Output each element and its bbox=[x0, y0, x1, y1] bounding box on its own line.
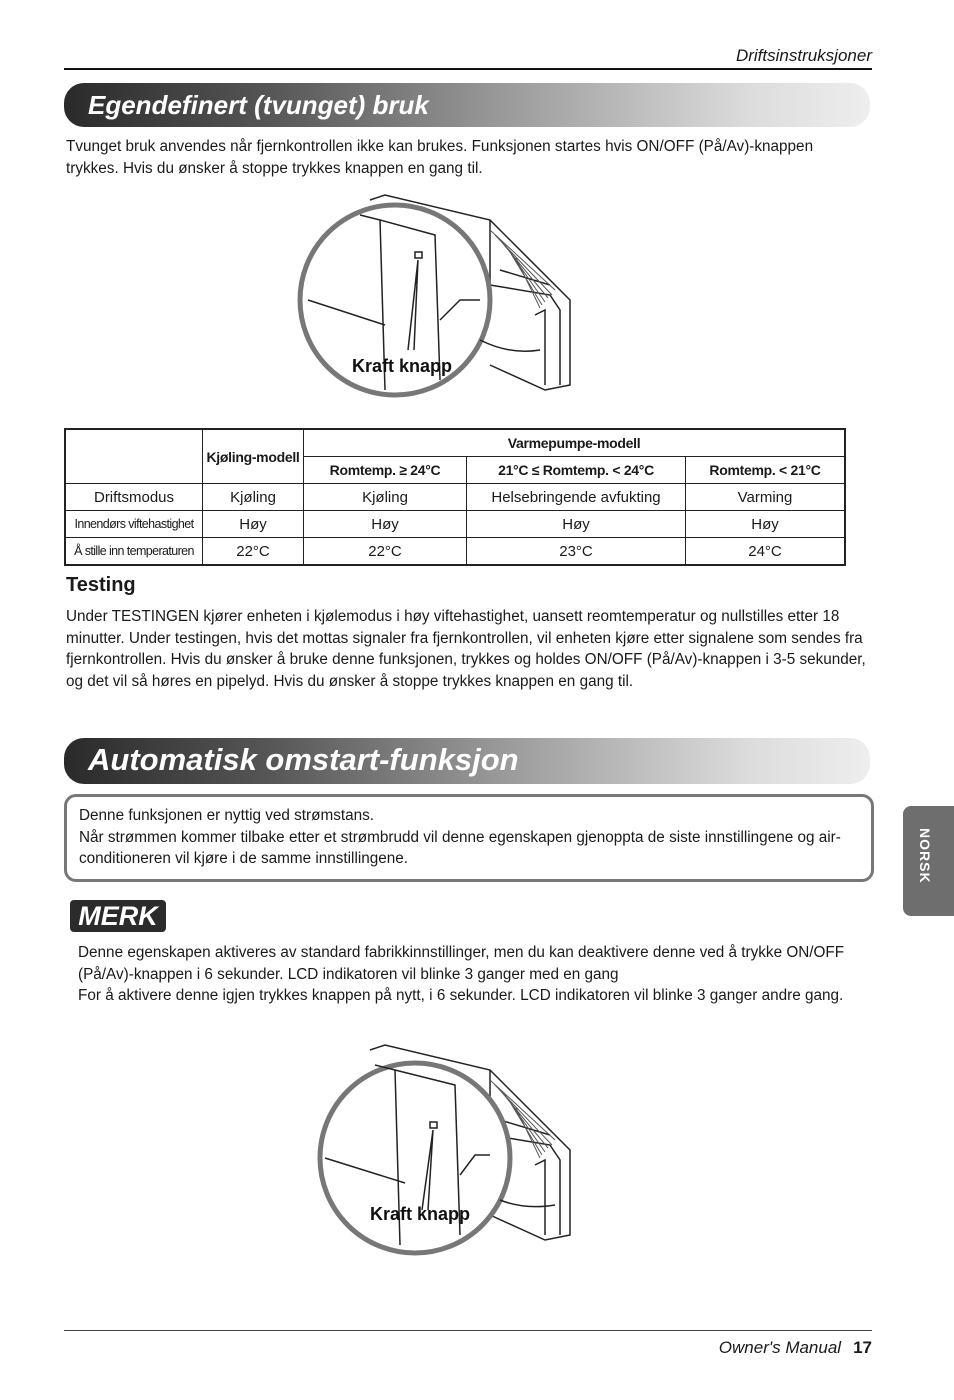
section-title-bar bbox=[64, 83, 870, 127]
info-box bbox=[64, 794, 874, 882]
section-title: Automatisk omstart-funksjon bbox=[88, 742, 519, 777]
note-line: Denne egenskapen aktiveres av standard fabrikkinnstillinger, men du kan deaktivere denne ved å trykke ON/OFF (På/Av)-knappen i 6 sekunder. LCD indikatoren vil blinke 3 ganger med en gang bbox=[78, 944, 845, 983]
table-cell: 22°C bbox=[203, 538, 304, 566]
note-label: MERK bbox=[70, 900, 166, 932]
info-line: Denne funksjonen er nyttig ved strømstans. bbox=[79, 807, 375, 824]
figure-label: Kraft knapp bbox=[352, 356, 453, 376]
header-rule bbox=[64, 68, 872, 70]
condition-header: Romtemp. ≥ 24°C bbox=[304, 457, 467, 484]
figure-label: Kraft knapp bbox=[370, 1204, 471, 1224]
table-cell: 23°C bbox=[467, 538, 686, 566]
footer bbox=[640, 1338, 872, 1358]
table-cell: Høy bbox=[304, 511, 467, 538]
ac-unit-illustration bbox=[290, 190, 590, 415]
page-number: 17 bbox=[853, 1338, 872, 1357]
ac-unit-illustration bbox=[310, 1040, 610, 1265]
condition-header: 21°C ≤ Romtemp. < 24°C bbox=[467, 457, 686, 484]
heatpump-model-header: Varmepumpe-modell bbox=[304, 429, 846, 457]
table-corner bbox=[65, 429, 203, 484]
section-title: Egendefinert (tvunget) bruk bbox=[88, 90, 429, 120]
table-row bbox=[65, 484, 845, 511]
intro-paragraph: Tvunget bruk anvendes når fjernkontrollen ikke kan brukes. Funksjonen startes hvis ON/OFF (På/Av)-knappen trykkes. Hvis du ønsker å stoppe trykkes knappen en gang til. bbox=[66, 138, 814, 177]
table-row bbox=[65, 511, 845, 538]
table-cell: 22°C bbox=[304, 538, 467, 566]
row-label: Å stille inn temperaturen bbox=[65, 538, 203, 566]
table-cell: Varming bbox=[686, 484, 846, 511]
table-cell: Kjøling bbox=[203, 484, 304, 511]
section-title-bar bbox=[64, 738, 870, 784]
testing-paragraph: Under TESTINGEN kjører enheten i kjølemodus i høy viftehastighet, uansett reomtemperatur og nullstilles etter 18 minutter. Under testingen, hvis det mottas signaler fra fjernkontrollen, vil enheten kjøre etter signalene som sendes fra fjernkontrollen. Hvis du ønsker å bruke denne funksjonen, trykkes og holdes ON/OFF (På/Av)-knappen i 3-5 sekunder, og det vil så høres en pipelyd. Hvis du ønsker å stoppe trykkes knappen en gang til. bbox=[66, 608, 866, 690]
testing-heading: Testing bbox=[66, 574, 136, 596]
row-label: Innendørs viftehastighet bbox=[65, 511, 203, 538]
operation-table bbox=[64, 428, 846, 566]
table-cell: Helsebringende avfukting bbox=[467, 484, 686, 511]
table-row bbox=[65, 538, 845, 566]
table-cell: Høy bbox=[686, 511, 846, 538]
table-cell: Høy bbox=[467, 511, 686, 538]
condition-header: Romtemp. < 21°C bbox=[686, 457, 846, 484]
info-line: Når strømmen kommer tilbake etter et strømbrudd vil denne egenskapen gjenoppta de siste innstillingene og air-conditioneren vil kjøre i de samme innstillingene. bbox=[79, 828, 841, 868]
note-paragraph bbox=[78, 942, 858, 1007]
table-cell: 24°C bbox=[686, 538, 846, 566]
note-line: For å aktivere denne igjen trykkes knappen på nytt, i 6 sekunder. LCD indikatoren vil blinke 3 ganger andre gang. bbox=[78, 987, 844, 1005]
language-tab bbox=[903, 806, 954, 916]
running-header: Driftsinstruksjoner bbox=[735, 46, 872, 65]
table-cell: Høy bbox=[203, 511, 304, 538]
footer-manual: Owner's Manual bbox=[718, 1338, 842, 1357]
footer-rule bbox=[64, 1330, 872, 1331]
row-label: Driftsmodus bbox=[65, 484, 203, 511]
language-tab-label: NORSK bbox=[917, 828, 933, 884]
cooling-model-header: Kjøling-modell bbox=[203, 429, 304, 484]
table-cell: Kjøling bbox=[304, 484, 467, 511]
